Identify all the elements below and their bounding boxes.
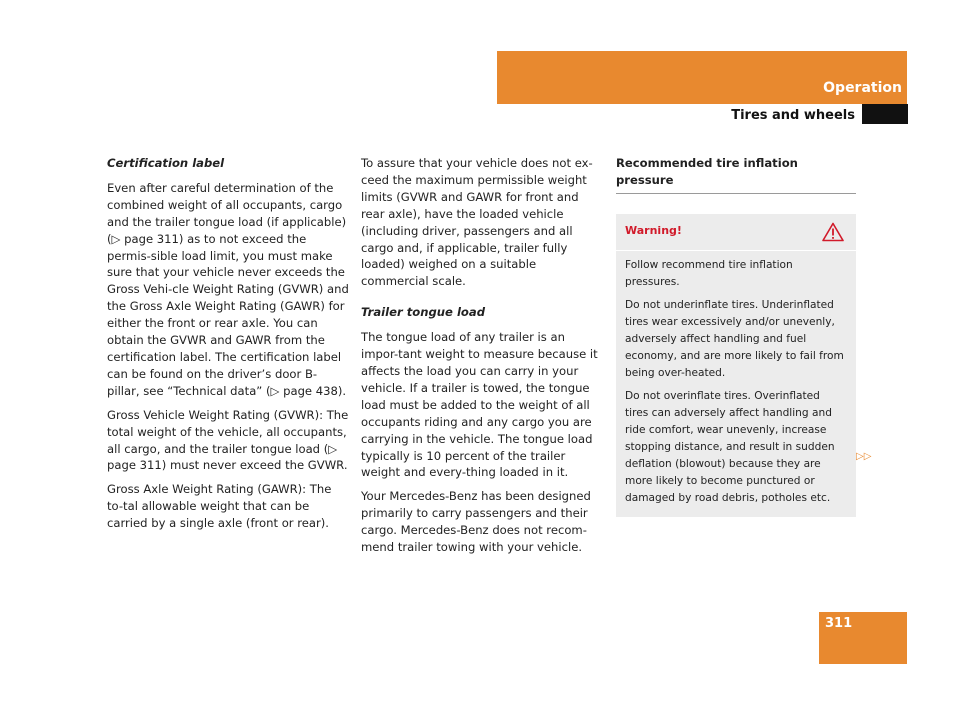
page-number: 311 xyxy=(825,616,853,631)
paragraph: Even after careful determination of the combined weight of all occupants, cargo and the trailer tongue load (if applicable) (▷ page 311) as to not exceed the permis-sible load limit, you must make sure that your vehicle never exceeds the Gross Vehi-cle Weight Rating (GVWR) and the Gross Axle Weight Rating (GAWR) for either the front or rear axle. You can obtain the GVWR and GAWR from the certification label. The certification label can be found on the driver’s door B-pillar, see “Technical data” (▷ page 438). xyxy=(107,180,349,398)
column-middle xyxy=(361,155,603,563)
warning-text: Do not underinflate tires. Underinflated tires wear excessively and/or unevenly, adversely affect handling and fuel economy, and are more likely to fail from being over-heated. xyxy=(625,298,844,379)
column-left xyxy=(107,155,349,539)
warning-title: Warning! xyxy=(625,224,682,238)
warning-text: Follow recommend tire inflation pressures. xyxy=(625,258,793,288)
warning-header xyxy=(616,214,856,251)
tire-pressure-heading: Recommended tire inflation pressure xyxy=(616,155,856,194)
warning-body xyxy=(616,251,856,507)
continued-arrows-icon: ▷▷ xyxy=(856,451,872,462)
section-title: Operation xyxy=(823,80,902,96)
warning-box xyxy=(616,214,856,517)
thumb-tab xyxy=(862,104,908,124)
trailer-tongue-load-heading: Trailer tongue load xyxy=(361,305,486,320)
paragraph: Your Mercedes-Benz has been designed primarily to carry passengers and their cargo. Mercedes-Benz does not recom-mend trailer towing with your vehicle. xyxy=(361,489,591,555)
subsection-title: Tires and wheels xyxy=(731,108,855,123)
warning-triangle-icon xyxy=(822,222,844,242)
column-right xyxy=(616,155,856,517)
certification-label-heading: Certification label xyxy=(107,156,225,170)
paragraph: To assure that your vehicle does not ex-ceed the maximum permissible weight limits (GVWR and GAWR for front and rear axle), have the loaded vehicle (including driver, passengers and all cargo and, if applicable, trailer fully loaded) weighed on a suitable commercial scale. xyxy=(361,156,593,289)
paragraph: Gross Vehicle Weight Rating (GVWR): The total weight of the vehicle, all occupants, all cargo, and the trailer tongue load (▷ page 311) must never exceed the GVWR. xyxy=(107,407,349,473)
paragraph: The tongue load of any trailer is an impor-tant weight to measure because it affects the load you can carry in your vehicle. If a trailer is towed, the tongue load must be added to the weight of all occupants riding and any cargo you are carrying in the vehicle. The tongue load typically is 10 percent of the trailer weight and every-thing loaded in it. xyxy=(361,330,598,480)
header-bar xyxy=(497,51,907,104)
warning-text: Do not overinflate tires. Overinflated tires can adversely affect handling and ride comfort, wear unevenly, increase stopping distance, and result in sudden deflation (blowout) because they are more likely to become punctured or damaged by road debris, potholes etc. xyxy=(625,389,835,504)
paragraph: Gross Axle Weight Rating (GAWR): The to-tal allowable weight that can be carried by a single axle (front or rear). xyxy=(107,482,332,531)
